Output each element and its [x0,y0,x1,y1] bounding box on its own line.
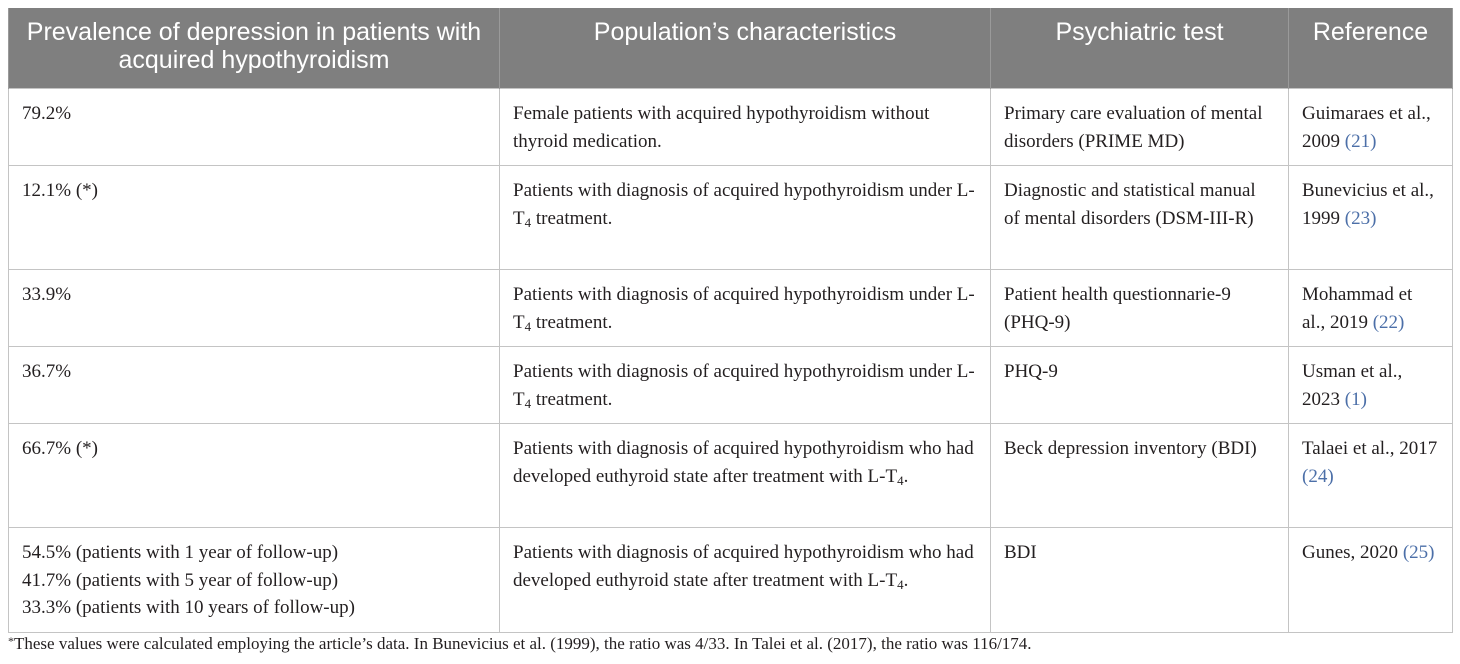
reference-cell [1289,270,1453,347]
population-text: Patients with diagnosis of acquired hypothyroidism who had developed euthyroid state after treatment with L-T [513,438,974,487]
population-cell [500,424,991,528]
footnote-text: These values were calculated employing the article’s data. In Bunevicius et al. (1999), the ratio was 4/33. In Talei et al. (2017), the ratio was 116/174. [14,634,1032,653]
prevalence-cell [9,166,500,270]
table-row [9,347,1453,424]
test-cell: Primary care evaluation of mental disorders (PRIME MD) [991,89,1289,166]
population-text: Patients with diagnosis of acquired hypothyroidism under L-T [513,284,975,333]
prevalence-value: 33.9% [22,284,72,305]
population-cell [500,528,991,633]
reference-text: Talaei et al., 2017 [1302,438,1438,459]
reference-number[interactable]: 24 [1308,465,1328,487]
prevalence-value: 33.3% (patients with 10 years of follow-up) [22,597,355,618]
table-row [9,89,1453,166]
population-cell [500,166,991,270]
prevalence-value: 66.7% (*) [22,438,98,459]
reference-number[interactable]: 25 [1409,542,1429,563]
reference-text: Mohammad et al., 2019 [1302,284,1413,333]
reference-text: Gunes, 2020 [1302,542,1399,563]
population-cell [500,270,991,347]
population-text: Patients with diagnosis of acquired hypothyroidism under L-T [513,361,975,410]
header-population: Population’s characteristics [500,8,991,89]
population-cell [500,347,991,424]
reference-cell [1289,347,1453,424]
prevalence-cell [9,424,500,528]
population-text-end: . [903,569,909,591]
reference-number[interactable]: 23 [1351,207,1371,229]
table-row [9,528,1453,633]
subscript: 4 [524,214,532,230]
reference-link[interactable]: (1) [1344,388,1367,410]
subscript: 4 [897,472,904,488]
table-row [9,166,1453,270]
prevalence-value: 12.1% (*) [22,180,98,201]
prevalence-cell [9,347,500,424]
population-text-end: treatment. [531,388,613,410]
reference-link[interactable]: (23) [1344,207,1377,229]
reference-cell [1289,89,1453,166]
header-psychiatric-test: Psychiatric test [991,8,1289,89]
reference-link[interactable]: (25) [1402,542,1435,563]
population-text-end: treatment. [531,207,613,229]
population-text-end: treatment. [531,311,613,333]
population-text: Female patients with acquired hypothyroidism without thyroid medication. [513,103,930,152]
subscript: 4 [524,395,532,411]
prevalence-value: 41.7% (patients with 5 year of follow-up) [22,569,339,591]
prevalence-cell [9,270,500,347]
population-text-end: . [903,465,909,487]
population-text: Patients with diagnosis of acquired hypothyroidism under L-T [513,180,975,229]
prevalence-value: 36.7% [22,361,72,382]
population-cell [500,89,991,166]
prevalence-cell [9,528,500,633]
footnote-marker: * [8,634,14,648]
subscript: 4 [524,318,532,334]
header-row [9,8,1453,89]
reference-text: Usman et al., 2023 [1302,361,1403,410]
reference-text: Guimaraes et al., 2009 [1302,103,1431,152]
reference-number[interactable]: 21 [1351,130,1371,152]
table-row [9,270,1453,347]
prevalence-cell [9,89,500,166]
reference-link[interactable]: (21) [1344,130,1377,152]
header-reference: Reference [1289,8,1453,89]
reference-cell [1289,424,1453,528]
reference-number[interactable]: 22 [1379,311,1399,333]
test-cell: Patient health questionnarie-9 (PHQ-9) [991,270,1289,347]
header-prevalence: Prevalence of depression in patients with acquired hypothyroidism [9,8,500,89]
prevalence-value: 54.5% (patients with 1 year of follow-up) [22,542,339,563]
table-row [9,424,1453,528]
prevalence-value: 79.2% [22,103,72,124]
reference-link[interactable]: (22) [1372,311,1405,333]
table-footnote [8,634,1032,654]
reference-cell [1289,166,1453,270]
subscript: 4 [897,576,904,592]
reference-cell [1289,528,1453,633]
reference-text: Bunevicius et al., 1999 [1302,180,1434,229]
test-cell: Beck depression inventory (BDI) [991,424,1289,528]
reference-number[interactable]: 1 [1351,388,1361,410]
population-text: Patients with diagnosis of acquired hypothyroidism who had developed euthyroid state after treatment with L-T [513,542,974,591]
reference-link[interactable]: (24) [1302,465,1334,487]
test-cell: Diagnostic and statistical manual of mental disorders (DSM-III-R) [991,166,1289,270]
data-table [8,8,1453,633]
test-cell: PHQ-9 [991,347,1289,424]
test-cell: BDI [991,528,1289,633]
